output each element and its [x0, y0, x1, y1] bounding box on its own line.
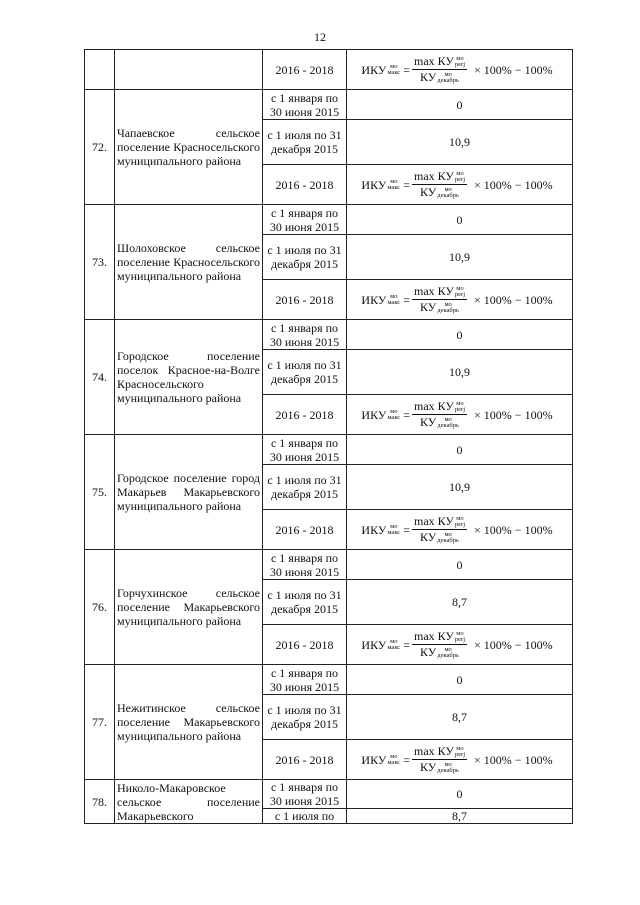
- settlement-name-cell: Шолоховское сельское поселение Красносельского муниципального района: [115, 205, 263, 320]
- period-cell: 2016 - 2018: [263, 395, 347, 435]
- formula-lhs-indices: мо макс: [387, 62, 401, 76]
- table-row: [85, 435, 573, 465]
- formula-denominator: КУ мо декабрь: [420, 185, 459, 200]
- value-cell: 8,7: [347, 580, 573, 625]
- index-formula: [361, 515, 557, 545]
- settlement-name-cell: Николо-Макаровское сельское поселение Макарьевского: [115, 780, 263, 824]
- row-number-cell: 76.: [85, 550, 115, 665]
- index-formula: [361, 400, 557, 430]
- formula-lhs-indices: мо макс: [387, 292, 401, 306]
- period-cell: с 1 июля по 31 декабря 2015: [263, 350, 347, 395]
- formula-lhs: ИКУ: [361, 752, 387, 767]
- formula-lhs-indices: мо макс: [387, 637, 401, 651]
- period-cell: 2016 - 2018: [263, 280, 347, 320]
- formula-tail: × 100% − 100%: [474, 637, 553, 652]
- formula-tail: × 100% − 100%: [474, 752, 553, 767]
- formula-numerator: max КУ мо perj: [413, 398, 466, 413]
- value-cell: 10,9: [347, 120, 573, 165]
- index-formula: [361, 285, 557, 315]
- table-row: [85, 780, 573, 809]
- period-cell: 2016 - 2018: [263, 165, 347, 205]
- formula-numerator: max КУ мо perj: [413, 168, 466, 183]
- formula-denominator: КУ мо декабрь: [420, 760, 459, 775]
- formula-numerator: max КУ мо perj: [413, 628, 466, 643]
- formula-lhs: ИКУ: [361, 292, 387, 307]
- index-formula: [361, 170, 557, 200]
- index-formula: [361, 55, 557, 85]
- formula-fraction: [412, 400, 467, 430]
- row-number-cell: 75.: [85, 435, 115, 550]
- formula-numerator: max КУ мо perj: [413, 743, 466, 758]
- period-cell: с 1 января по 30 июня 2015: [263, 90, 347, 120]
- value-cell: 0: [347, 780, 573, 809]
- settlement-name-cell: Горчухинское сельское поселение Макарьевского муниципального района: [115, 550, 263, 665]
- formula-fraction: [412, 55, 467, 85]
- continued-row: [85, 50, 573, 90]
- formula-equals: =: [403, 407, 410, 422]
- value-cell: 10,9: [347, 465, 573, 510]
- formula-cell: [347, 740, 573, 780]
- formula-denominator: КУ мо декабрь: [420, 300, 459, 315]
- formula-denominator: КУ мо декабрь: [420, 415, 459, 430]
- formula-numerator: max КУ мо perj: [413, 283, 466, 298]
- index-formula: [361, 745, 557, 775]
- value-cell: 10,9: [347, 235, 573, 280]
- period-cell: с 1 января по 30 июня 2015: [263, 205, 347, 235]
- formula-fraction: [412, 285, 467, 315]
- period-cell: 2016 - 2018: [263, 510, 347, 550]
- formula-cell: [347, 280, 573, 320]
- formula-equals: =: [403, 292, 410, 307]
- formula-numerator: max КУ мо perj: [413, 53, 466, 68]
- formula-cell: [347, 165, 573, 205]
- row-number-cell: [85, 50, 115, 90]
- value-cell: 0: [347, 550, 573, 580]
- formula-tail: × 100% − 100%: [474, 522, 553, 537]
- formula-tail: × 100% − 100%: [474, 292, 553, 307]
- table-row: [85, 90, 573, 120]
- table-row: [85, 205, 573, 235]
- table-row: [85, 550, 573, 580]
- formula-lhs: ИКУ: [361, 637, 387, 652]
- settlement-name-cell: [115, 50, 263, 90]
- value-cell: 0: [347, 320, 573, 350]
- period-cell: с 1 июля по 31 декабря 2015: [263, 120, 347, 165]
- formula-equals: =: [403, 752, 410, 767]
- table-row: [85, 665, 573, 695]
- formula-cell: [347, 50, 573, 90]
- formula-cell: [347, 625, 573, 665]
- formula-tail: × 100% − 100%: [474, 62, 553, 77]
- formula-denominator: КУ мо декабрь: [420, 70, 459, 85]
- formula-lhs: ИКУ: [361, 177, 387, 192]
- formula-tail: × 100% − 100%: [474, 407, 553, 422]
- formula-lhs: ИКУ: [361, 522, 387, 537]
- value-cell: 0: [347, 90, 573, 120]
- row-number-cell: 73.: [85, 205, 115, 320]
- formula-numerator: max КУ мо perj: [413, 513, 466, 528]
- row-number-cell: 74.: [85, 320, 115, 435]
- settlement-name-cell: Городское поселение город Макарьев Макарьевского муниципального района: [115, 435, 263, 550]
- period-cell: 2016 - 2018: [263, 740, 347, 780]
- formula-fraction: [412, 745, 467, 775]
- formula-lhs-indices: мо макс: [387, 407, 401, 421]
- period-cell: с 1 января по 30 июня 2015: [263, 780, 347, 809]
- value-cell: 8,7: [347, 695, 573, 740]
- settlement-name-cell: Городское поселение поселок Красное-на-Волге Красносельского муниципального района: [115, 320, 263, 435]
- page-number: 12: [314, 30, 326, 44]
- formula-fraction: [412, 515, 467, 545]
- formula-fraction: [412, 170, 467, 200]
- formula-cell: [347, 395, 573, 435]
- formula-equals: =: [403, 62, 410, 77]
- period-cell: с 1 июля по 31 декабря 2015: [263, 580, 347, 625]
- row-number-cell: 78.: [85, 780, 115, 824]
- value-cell: 8,7: [347, 809, 573, 824]
- index-formula: [361, 630, 557, 660]
- value-cell: 0: [347, 665, 573, 695]
- formula-lhs-indices: мо макс: [387, 177, 401, 191]
- table-row: [85, 320, 573, 350]
- row-number-cell: 72.: [85, 90, 115, 205]
- formula-equals: =: [403, 637, 410, 652]
- period-cell: с 1 января по 30 июня 2015: [263, 435, 347, 465]
- formula-lhs-indices: мо макс: [387, 752, 401, 766]
- formula-lhs: ИКУ: [361, 407, 387, 422]
- formula-fraction: [412, 630, 467, 660]
- period-cell: с 1 января по 30 июня 2015: [263, 665, 347, 695]
- period-cell: с 1 июля по 31 декабря 2015: [263, 695, 347, 740]
- formula-denominator: КУ мо декабрь: [420, 530, 459, 545]
- formula-tail: × 100% − 100%: [474, 177, 553, 192]
- row-number-cell: 77.: [85, 665, 115, 780]
- period-cell: с 1 июля по 31 декабря 2015: [263, 235, 347, 280]
- value-cell: 0: [347, 435, 573, 465]
- value-cell: 0: [347, 205, 573, 235]
- settlement-name-cell: Нежитинское сельское поселение Макарьевского муниципального района: [115, 665, 263, 780]
- period-cell: с 1 января по 30 июня 2015: [263, 550, 347, 580]
- formula-lhs: ИКУ: [361, 62, 387, 77]
- settlement-name-cell: Чапаевское сельское поселение Красносельского муниципального района: [115, 90, 263, 205]
- formula-lhs-indices: мо макс: [387, 522, 401, 536]
- formula-denominator: КУ мо декабрь: [420, 645, 459, 660]
- period-cell: 2016 - 2018: [263, 625, 347, 665]
- period-cell: с 1 июля по 31 декабря 2015: [263, 465, 347, 510]
- formula-cell: [347, 510, 573, 550]
- value-cell: 10,9: [347, 350, 573, 395]
- period-cell: с 1 января по 30 июня 2015: [263, 320, 347, 350]
- formula-equals: =: [403, 522, 410, 537]
- formula-equals: =: [403, 177, 410, 192]
- period-cell: с 1 июля по: [263, 809, 347, 824]
- period-cell: 2016 - 2018: [263, 50, 347, 90]
- tariff-table: [84, 49, 573, 824]
